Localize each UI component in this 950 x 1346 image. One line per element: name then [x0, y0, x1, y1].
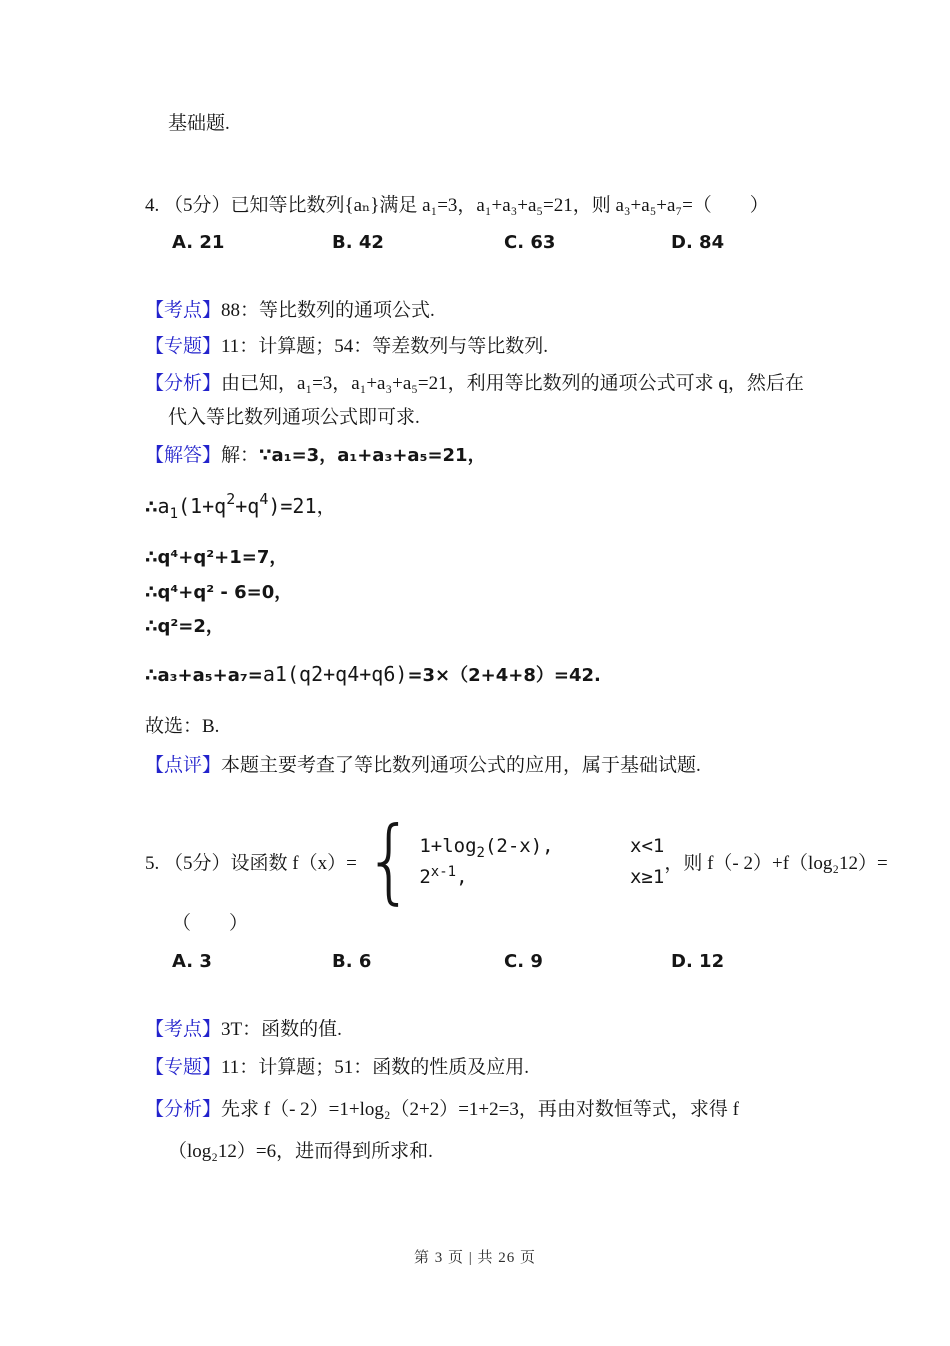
q4-dianping-line — [145, 752, 701, 780]
q4-step-4: ∴q²=2， — [145, 616, 224, 637]
q4-step-3: ∴q⁴+q² - 6=0， — [145, 582, 293, 603]
option-a: A. 21 — [172, 232, 225, 253]
therefore-symbol: ∴ — [145, 497, 158, 518]
q4-fenxi-line-1 — [145, 370, 804, 398]
q4-fenxi-line-2: 代入等比数列通项公式即可求. — [168, 407, 420, 428]
piecewise-brace: { — [364, 807, 414, 914]
formula-text: (2-x), — [484, 834, 554, 857]
formula-text: ) — [395, 662, 408, 686]
case-1-condition: x<1 — [630, 834, 665, 857]
formula-text: 2 — [419, 865, 431, 888]
option-a: A. 3 — [172, 951, 212, 972]
q5-zhuanti-line — [145, 1054, 529, 1082]
formula-text: a — [157, 494, 170, 518]
fenxi-text-1: 由已知，a₁=3，a₁+a₃+a₅=21，利用等比数列的通项公式可求 q，然后在 — [221, 373, 804, 394]
formula-sup: x-1 — [430, 863, 457, 880]
option-c: C. 9 — [504, 951, 543, 972]
q5-fenxi-line-2: （log₂12）=6，进而得到所求和. — [168, 1141, 433, 1162]
option-c: C. 63 — [504, 232, 556, 253]
kaodian-text: 3T：函数的值. — [221, 1019, 342, 1040]
page-number-footer: 第 3 页 | 共 26 页 — [413, 1250, 536, 1266]
kaodian-tag: 【考点】 — [145, 1019, 222, 1040]
zhuanti-text: 11：计算题；54：等差数列与等比数列. — [221, 336, 549, 357]
fenxi-tag: 【分析】 — [145, 373, 222, 394]
dianping-tag: 【点评】 — [145, 755, 222, 776]
previous-answer-tail: 基础题. — [168, 113, 230, 134]
formula-text: +q — [235, 494, 260, 518]
piecewise-case-2 — [419, 863, 665, 888]
fenxi-text-1: 先求 f（- 2）=1+log₂（2+2）=1+2=3，再由对数恒等式，求得 f — [221, 1099, 739, 1120]
zhuanti-tag: 【专题】 — [145, 1057, 222, 1078]
formula-text: )=21， — [268, 494, 337, 518]
zhuanti-tag: 【专题】 — [145, 336, 222, 357]
fenxi-tag: 【分析】 — [145, 1099, 222, 1120]
formula-text: a — [262, 662, 275, 686]
q5-stem-pre: 5. （5分）设函数 f（x）= — [145, 852, 357, 874]
formula-sup: 2 — [226, 490, 236, 508]
q4-conclusion: 故选：B. — [145, 716, 220, 737]
dianping-text: 本题主要考查了等比数列通项公式的应用，属于基础试题. — [221, 755, 701, 776]
formula-sup: 4 — [259, 490, 269, 508]
formula-sup: 4 — [347, 662, 360, 686]
formula-text: 1+log — [419, 834, 477, 857]
piecewise-cases — [419, 835, 664, 888]
kaodian-tag: 【考点】 — [145, 300, 222, 321]
formula-text: +q — [359, 662, 384, 686]
case-2-expression — [419, 863, 468, 888]
q5-stem-post: ，则 f（- 2）+f（log₂12）= — [664, 852, 888, 874]
formula-text: (1+q — [178, 494, 227, 518]
formula-sup: 6 — [383, 662, 396, 686]
option-d: D. 84 — [671, 232, 725, 253]
q4-step-1 — [145, 492, 337, 523]
option-d: D. 12 — [671, 951, 725, 972]
q5-answer-paren: （ ） — [172, 913, 249, 934]
jieda-jie: 解： — [221, 445, 260, 466]
kaodian-text: 88：等比数列的通项公式. — [221, 300, 435, 321]
piecewise-case-1 — [419, 834, 665, 861]
q4-zhuanti-line — [145, 333, 548, 361]
formula-sub: 1 — [274, 662, 287, 686]
q4-step-5 — [145, 660, 601, 690]
zhuanti-text: 11：计算题；51：函数的性质及应用. — [221, 1057, 530, 1078]
case-1-expression — [419, 834, 554, 861]
option-b: B. 6 — [332, 951, 372, 972]
formula-text: +q — [323, 662, 348, 686]
formula-sub: 1 — [169, 506, 179, 522]
formula-text: =3×（2+4+8）=42. — [407, 665, 601, 686]
jieda-formula: ∵a₁=3，a₁+a₃+a₅=21， — [259, 445, 486, 466]
q5-fenxi-line-1 — [145, 1096, 739, 1124]
formula-sup: 2 — [311, 662, 324, 686]
q4-step-2: ∴q⁴+q²+1=7， — [145, 547, 288, 568]
q4-kaodian-line — [145, 297, 435, 325]
case-2-condition: x≥1 — [630, 865, 665, 888]
formula-sub: 2 — [476, 844, 485, 861]
option-b: B. 42 — [332, 232, 384, 253]
q4-jieda-line — [145, 442, 486, 470]
formula-text: , — [456, 865, 468, 888]
question-5-stem — [145, 807, 888, 914]
jieda-tag: 【解答】 — [145, 445, 222, 466]
formula-text: ∴a₃+a₅+a₇= — [145, 665, 263, 686]
question-4-stem: 4. （5分）已知等比数列{aₙ}满足 a₁=3，a₁+a₃+a₅=21，则 a₃+a₅+a₇=（ ） — [145, 195, 769, 216]
formula-text: (q — [286, 662, 312, 686]
q5-kaodian-line — [145, 1016, 342, 1044]
